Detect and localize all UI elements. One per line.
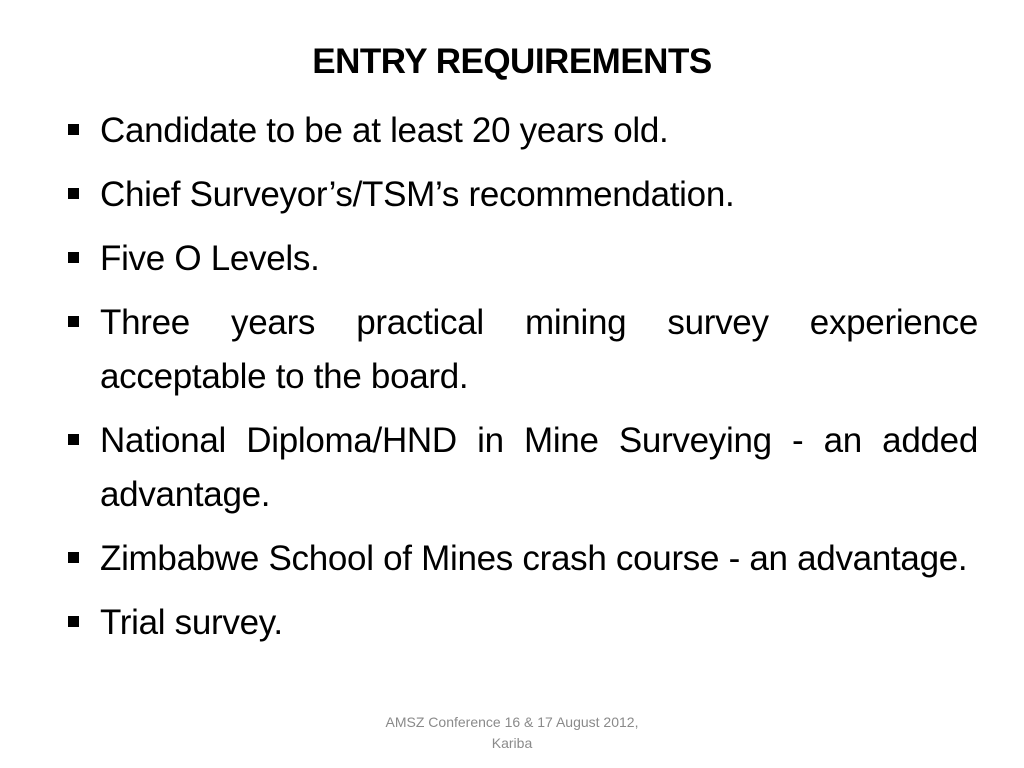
bullet-list [62,104,978,660]
bullet-item-recommendation [62,168,978,222]
bullet-text: Zimbabwe School of Mines crash course - an advantage. [100,539,968,578]
bullet-item-age [62,104,978,158]
square-bullet-icon [62,168,100,222]
bullet-text: National Diploma/HND in Mine Surveying - an added advantage. [100,421,978,514]
slide-footer [362,712,662,754]
bullet-item-diploma [62,414,978,522]
bullet-text: Five O Levels. [100,239,320,278]
square-bullet-icon [62,104,100,158]
slide-title: ENTRY REQUIREMENTS [312,42,712,81]
footer-line-2: Kariba [491,735,533,751]
square-bullet-icon [62,596,100,650]
bullet-item-o-levels [62,232,978,286]
square-bullet-icon [62,296,100,350]
bullet-text: Candidate to be at least 20 years old. [100,111,669,150]
square-bullet-icon [62,232,100,286]
bullet-item-trial-survey [62,596,978,650]
square-bullet-icon [62,414,100,468]
bullet-text: Chief Surveyor’s/TSM’s recommendation. [100,175,735,214]
bullet-text: Three years practical mining survey experience acceptable to the board. [100,303,978,396]
footer-line-1: AMSZ Conference 16 & 17 August 2012, [385,714,639,730]
bullet-item-experience [62,296,978,404]
bullet-text: Trial survey. [100,603,283,642]
bullet-item-crash-course [62,532,978,586]
square-bullet-icon [62,532,100,586]
